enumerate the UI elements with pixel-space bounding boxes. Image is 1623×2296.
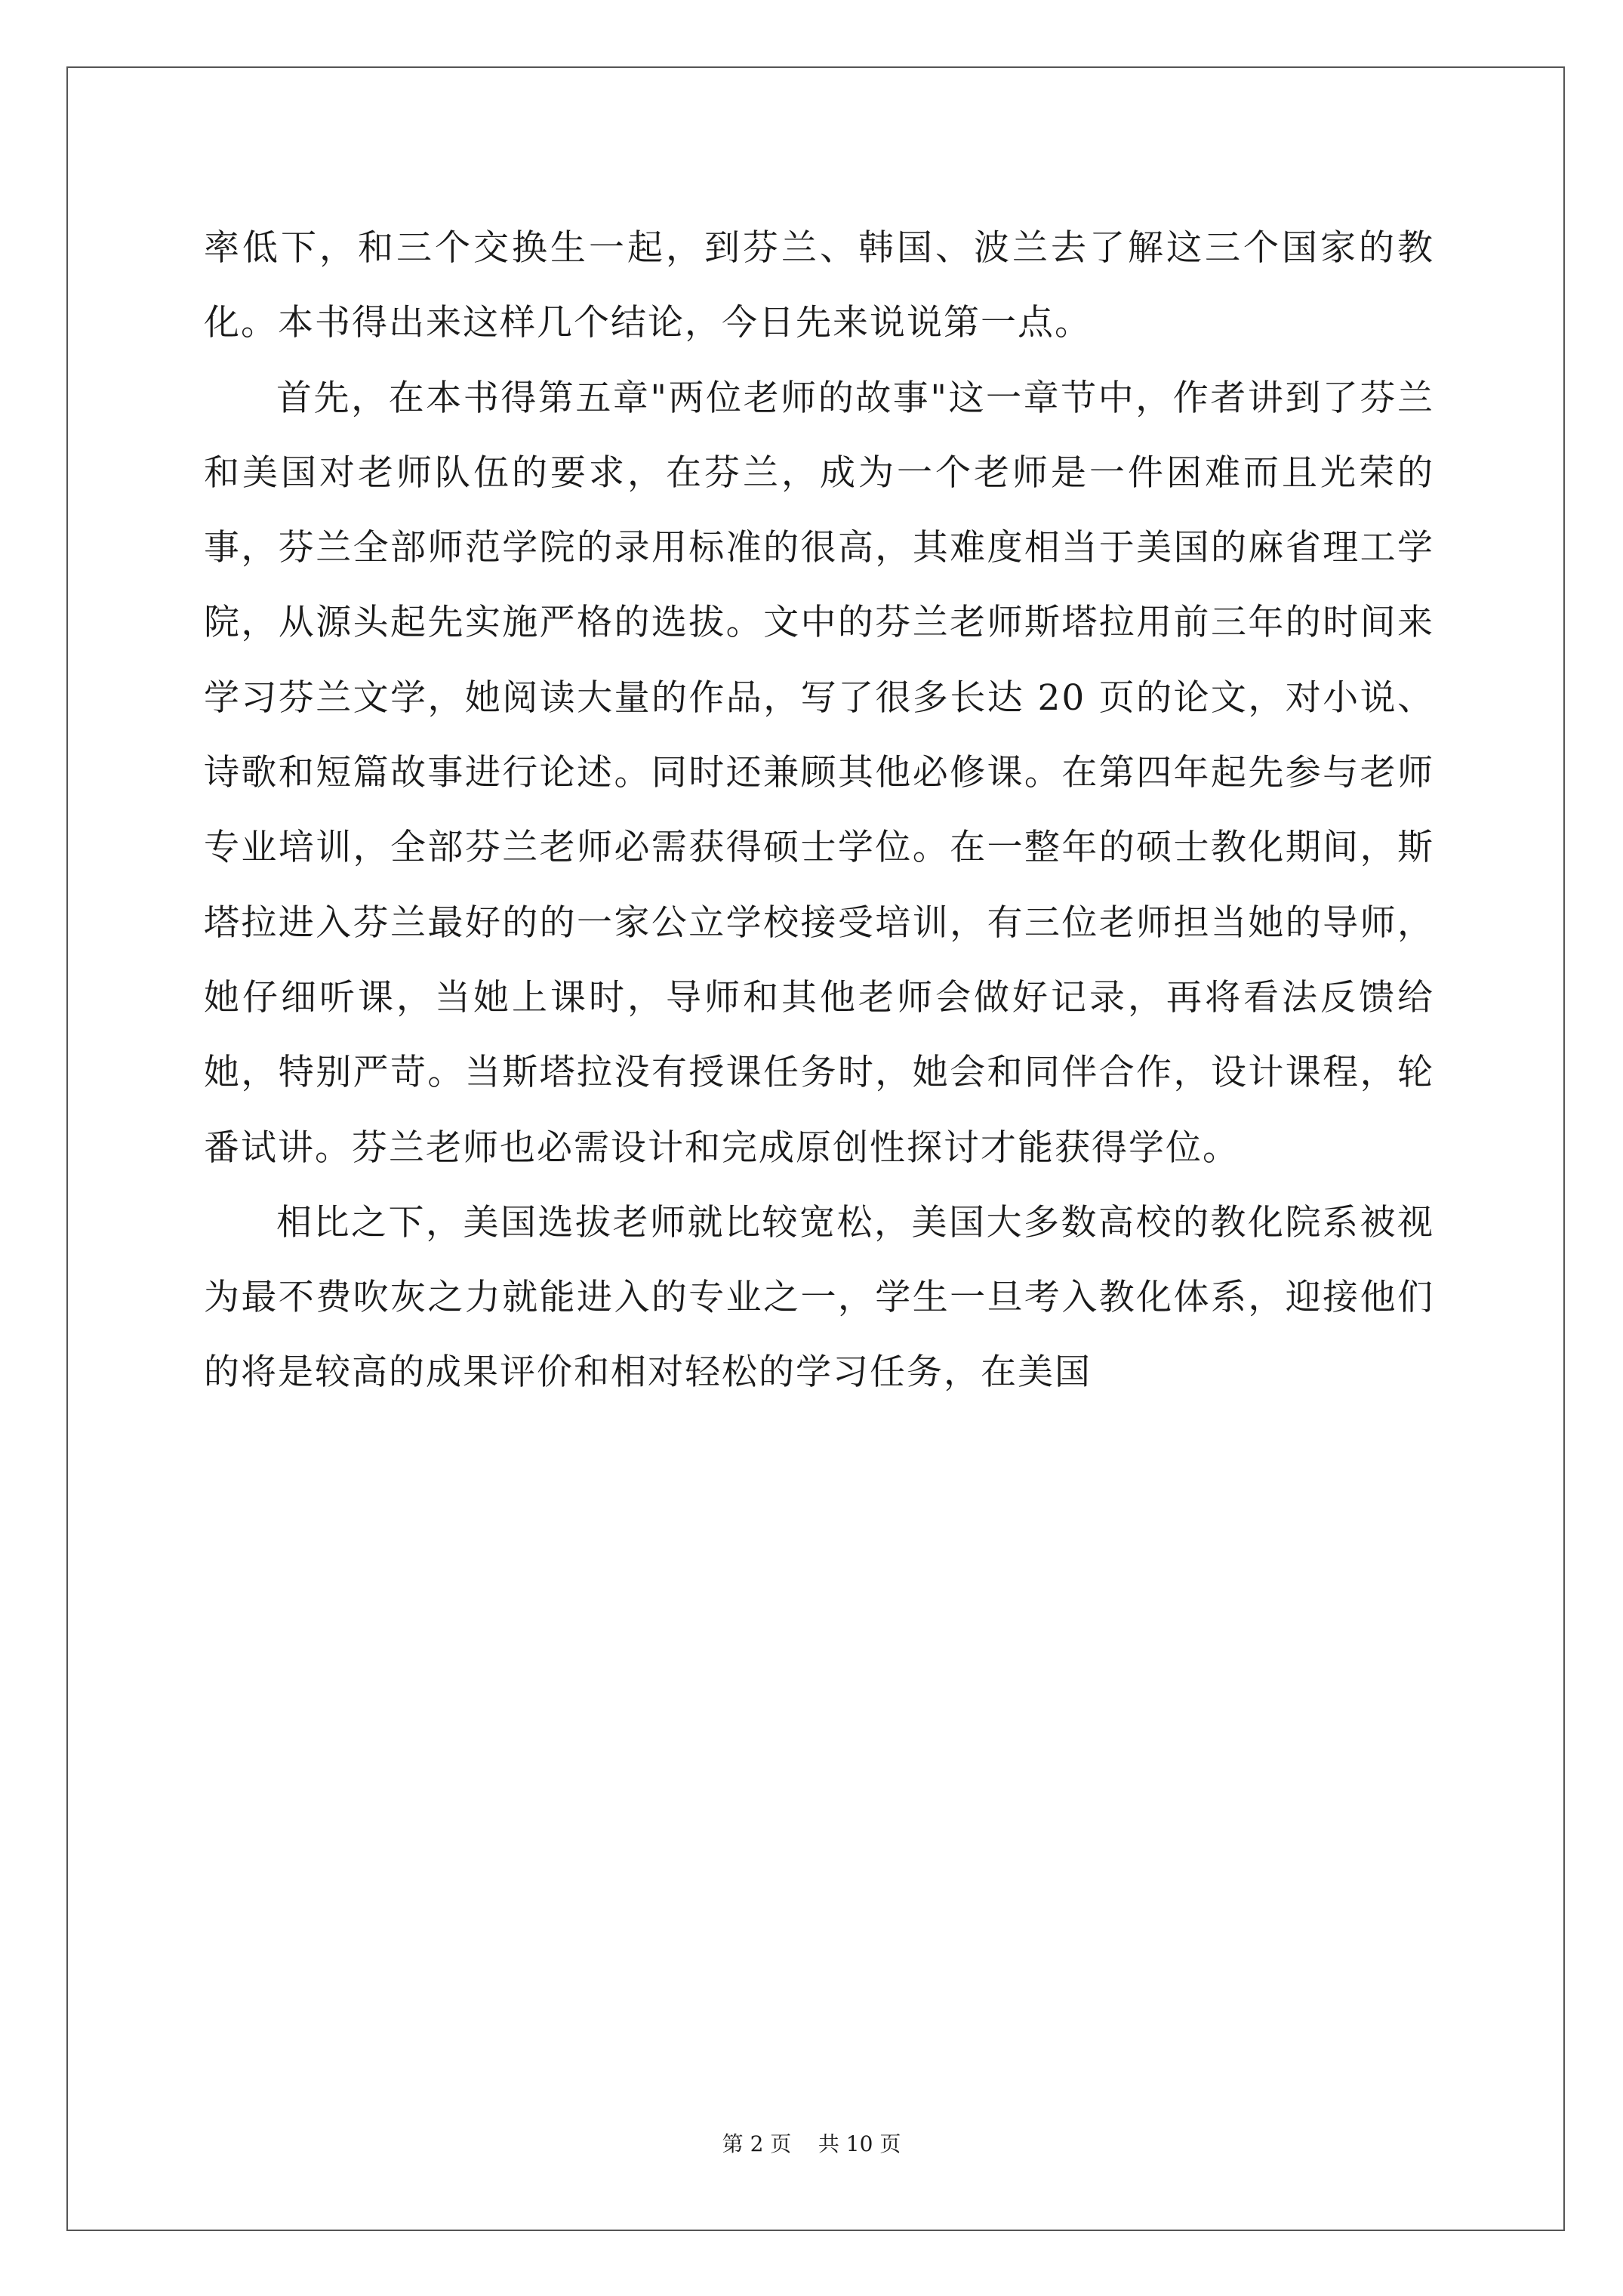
paragraph-us-teachers: 相比之下，美国选拔老师就比较宽松，美国大多数高校的教化院系被视为最不费吹灰之力就能进入的专业之一，学生一旦考入教化体系，迎接他们的将是较高的成果评价和相对轻松的学习任务，在美国 (204, 1201, 1434, 1394)
paragraph-finland-teachers: 首先，在本书得第五章"两位老师的故事"这一章节中，作者讲到了芬兰和美国对老师队伍的要求，在芬兰，成为一个老师是一件困难而且光荣的事，芬兰全部师范学院的录用标准的很高，其难度相当于美国的麻省理工学院，从源头起先实施严格的选拔。文中的芬兰老师斯塔拉用前三年的时间来学习芬兰文学，她阅读大量的作品，写了很多长达 20 页的论文，对小说、诗歌和短篇故事进行论述。同时还兼顾其他必修课。在第四年起先参与老师专业培训，全部芬兰老师必需获得硕士学位。在一整年的硕士教化期间，斯塔拉进入芬兰最好的的一家公立学校接受培训，有三位老师担当她的导师，她仔细听课，当她上课时，导师和其他老师会做好记录，再将看法反馈给她，特别严苛。当斯塔拉没有授课任务时，她会和同伴合作，设计课程，轮番试讲。芬兰老师也必需设计和完成原创性探讨才能获得学位。 (204, 377, 1434, 1169)
document-body (204, 211, 1434, 1410)
page-number-footer: 第 2 页 共 10 页 (722, 2131, 901, 2156)
paragraph-continuation: 率低下，和三个交换生一起，到芬兰、韩国、波兰去了解这三个国家的教化。本书得出来这样几个结论，今日先来说说第一点。 (204, 227, 1434, 344)
